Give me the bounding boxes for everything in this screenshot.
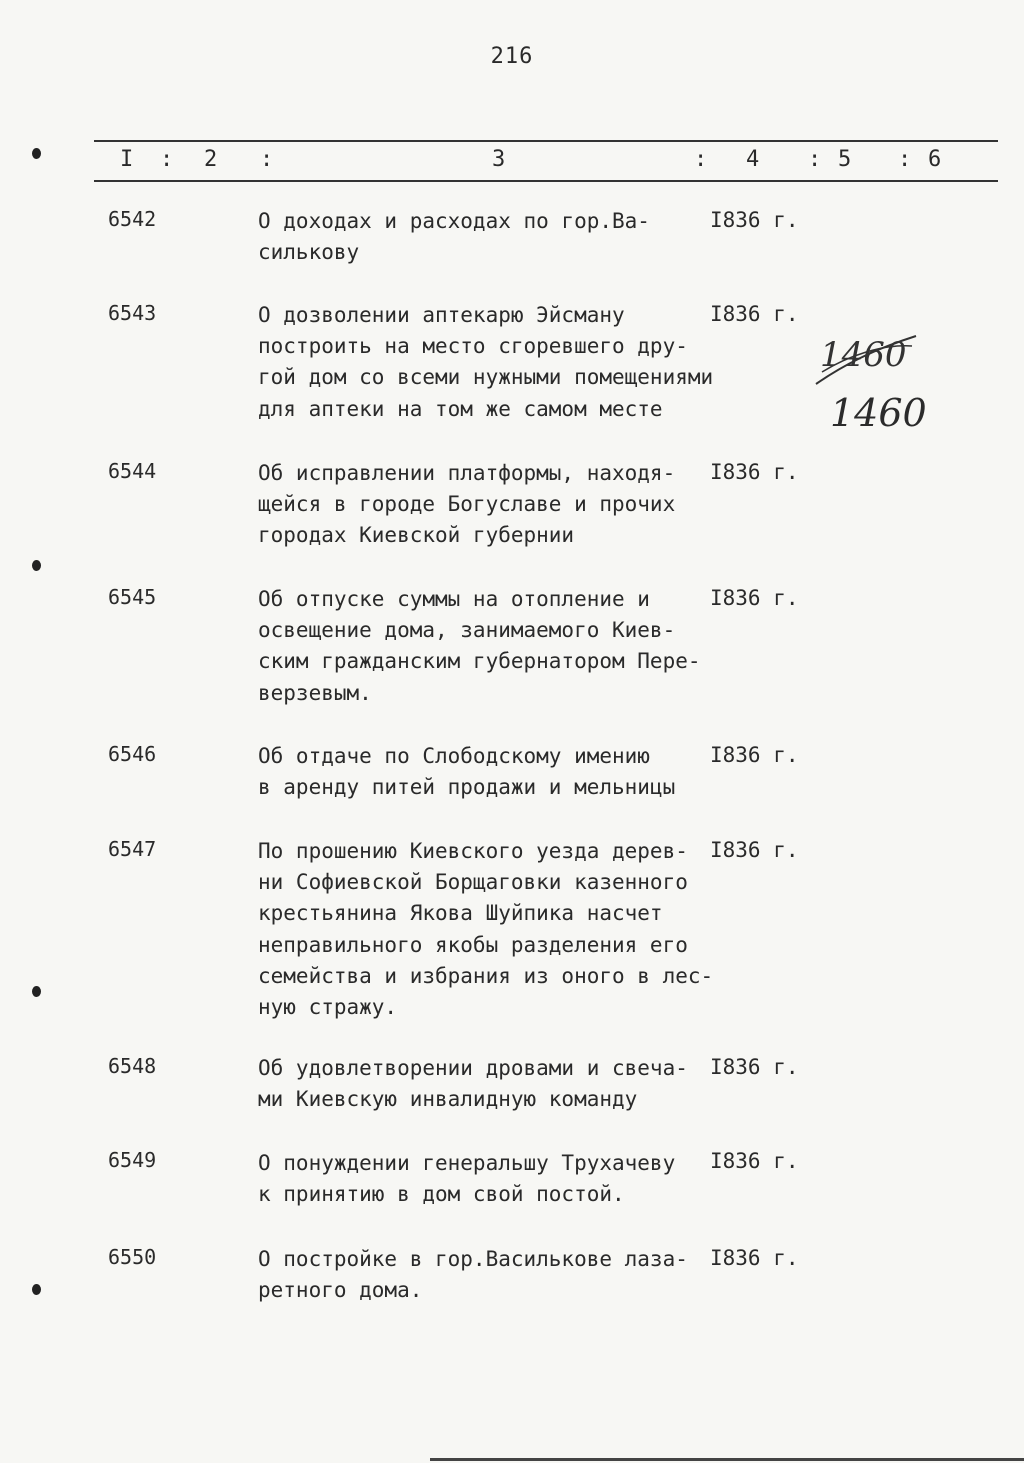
- entry-year: I836 г.: [710, 208, 799, 232]
- entry-year: I836 г.: [710, 1246, 799, 1270]
- punch-hole: [32, 148, 41, 159]
- handwritten-folio-number: [824, 384, 954, 440]
- entry-number: 6544: [108, 459, 157, 483]
- entry-number: 6542: [108, 207, 157, 231]
- entry-year: I836 г.: [710, 460, 799, 484]
- punch-hole: [32, 1284, 41, 1295]
- column-separator: :: [898, 147, 912, 172]
- page-number: 216: [490, 44, 534, 69]
- entry-year: I836 г.: [710, 302, 799, 326]
- entry-description: По прошению Киевского уезда дерев- ни Софиевской Борщаговки казенного крестьянина Якова Шуйпика насчет неправильного якобы разделения его семейства и избрания из оного в лес- ную стражу.: [258, 839, 714, 1020]
- column-header-6: 6: [928, 147, 942, 172]
- handwritten-crossed-number: [812, 326, 922, 390]
- column-header-2: 2: [204, 147, 218, 172]
- column-header-3: 3: [492, 147, 506, 172]
- punch-hole: [32, 560, 41, 571]
- entry-description: О понуждении генеральшу Трухачеву к принятию в дом свой постой.: [258, 1151, 676, 1207]
- column-separator: :: [260, 147, 274, 172]
- column-separator: :: [808, 147, 822, 172]
- entry-year: I836 г.: [710, 586, 799, 610]
- entry-number: 6545: [108, 585, 157, 609]
- svg-text:1460: 1460: [820, 335, 907, 375]
- header-bottom-rule: [94, 180, 998, 182]
- column-header-5: 5: [838, 147, 852, 172]
- entry-description: О доходах и расходах по гор.Ва- силькову: [258, 209, 650, 265]
- column-separator: :: [160, 147, 174, 172]
- entry-number: 6550: [108, 1245, 157, 1269]
- entry-year: I836 г.: [710, 1055, 799, 1079]
- column-header-4: 4: [746, 147, 760, 172]
- svg-text:1460: 1460: [830, 391, 927, 435]
- entry-number: 6548: [108, 1054, 157, 1078]
- entry-description: Об отдаче по Слободскому имению в аренду питей продажи и мельницы: [258, 744, 676, 800]
- column-header-1: I: [120, 147, 134, 172]
- entry-description: Об удовлетворении дровами и свеча- ми Киевскую инвалидную команду: [258, 1056, 688, 1112]
- entry-number: 6547: [108, 837, 157, 861]
- header-top-rule: [94, 140, 998, 142]
- entry-number: 6549: [108, 1148, 157, 1172]
- entry-year: I836 г.: [710, 838, 799, 862]
- page-bottom-edge: [430, 1458, 1024, 1461]
- entry-description: О постройке в гор.Василькове лаза- ретного дома.: [258, 1247, 688, 1303]
- entry-description: Об исправлении платформы, находя- щейся в городе Богуславе и прочих городах Киевской губернии: [258, 461, 676, 548]
- entry-number: 6546: [108, 742, 157, 766]
- entry-number: 6543: [108, 301, 157, 325]
- punch-hole: [32, 986, 41, 997]
- entry-description: О дозволении аптекарю Эйсману построить на место сгоревшего дру- гой дом со всеми нужными помещениями для аптеки на том же самом месте: [258, 303, 714, 421]
- entry-description: Об отпуске суммы на отопление и освещение дома, занимаемого Киев- ским гражданским губернатором Пере- верзевым.: [258, 587, 701, 705]
- column-separator: :: [694, 147, 708, 172]
- entry-year: I836 г.: [710, 1149, 799, 1173]
- entry-year: I836 г.: [710, 743, 799, 767]
